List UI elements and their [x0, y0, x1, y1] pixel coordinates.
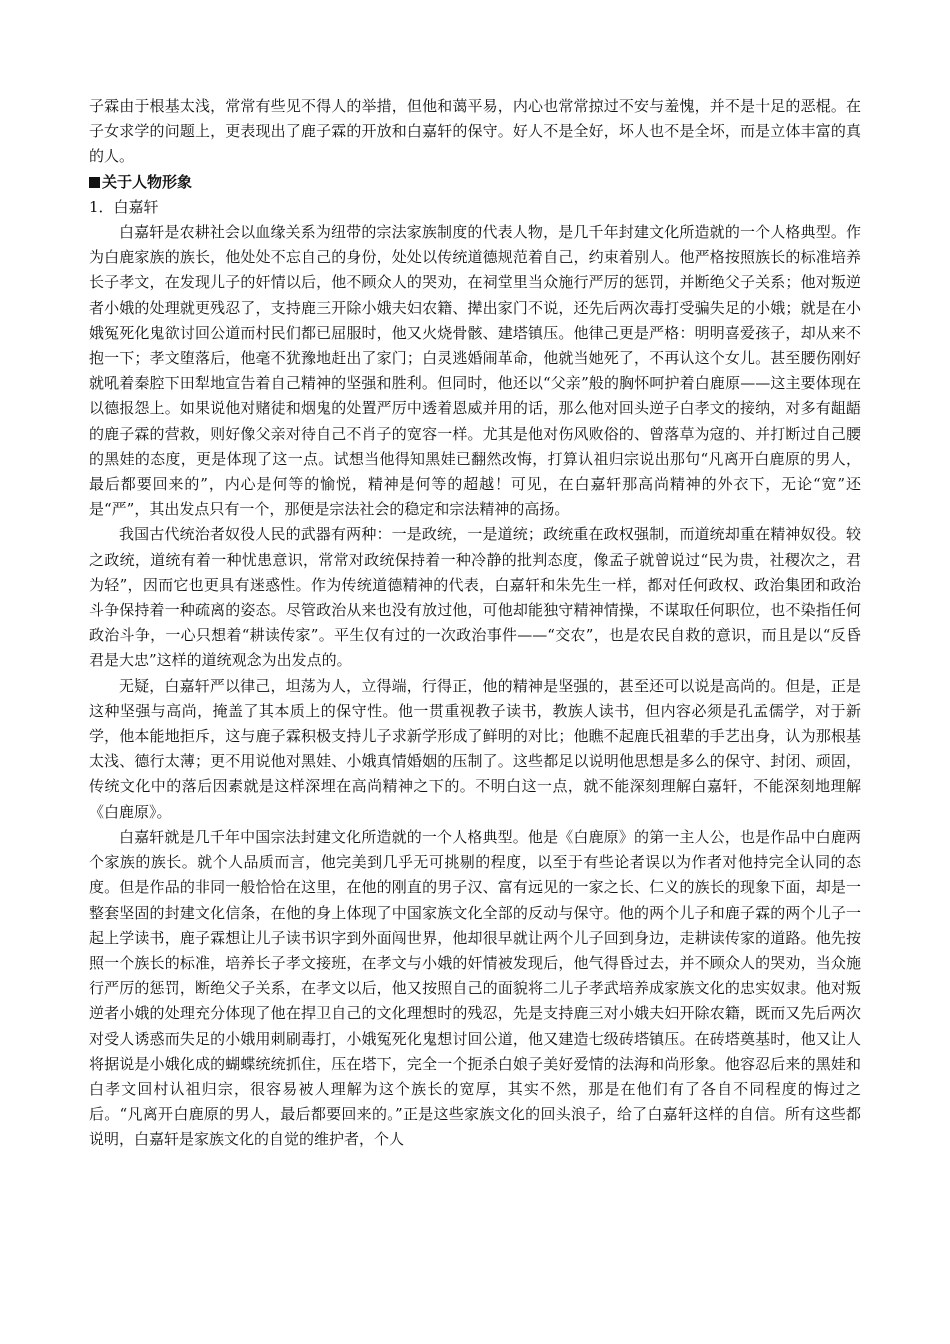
section-heading-text: 关于人物形象 — [102, 172, 193, 191]
body-paragraph: 我国古代统治者奴役人民的武器有两种：一是政统，一是道统；政统重在政权强制，而道统却重在精神奴役。较之政统，道统有着一种忧患意识，常常对政统保持着一种冷静的批判态度，像孟子就曾说过“民为贵，社稷次之，君为轻”，因而它也更具有迷惑性。作为传统道德精神的代表，白嘉轩和朱先生一样，都对任何政权、政治集团和政治斗争保持着一种疏离的姿态。尽管政治从来也没有放过他，可他却能独守精神情操，不谋取任何职位，也不染指任何政治斗争，一心只想着“耕读传家”。平生仅有过的一次政治事件——“交农”，也是农民自救的意识，而且是以“反昏君是大忠”这样的道统观念为出发点的。 — [89, 525, 861, 670]
document-page — [89, 94, 861, 1153]
section-heading — [89, 170, 861, 195]
square-bullet-icon — [89, 177, 100, 188]
sub-heading: 1．白嘉轩 — [89, 197, 159, 216]
intro-paragraph: 子霖由于根基太浅，常常有些见不得人的举措，但他和蔼平易，内心也常常掠过不安与羞愧，并不是十足的恶棍。在子女求学的问题上，更表现出了鹿子霖的开放和白嘉轩的保守。好人不是全好，坏人也不是全坏，而是立体丰富的真的人。 — [89, 97, 861, 166]
body-paragraph: 无疑，白嘉轩严以律己，坦荡为人，立得端，行得正，他的精神是坚强的，甚至还可以说是高尚的。但是，正是这种坚强与高尚，掩盖了其本质上的保守性。他一贯重视教子读书，教族人读书，但内容必须是孔孟儒学，对于新学，他本能地拒斥，这与鹿子霖积极支持儿子求新学形成了鲜明的对比；他瞧不起鹿氏祖辈的手艺出身，认为那根基太浅、德行太薄；更不用说他对黑娃、小娥真情婚姻的压制了。这些都足以说明他思想是多么的保守、封闭、顽固，传统文化中的落后因素就是这样深埋在高尚精神之下的。不明白这一点，就不能深刻理解白嘉轩，不能深刻地理解《白鹿原》。 — [89, 676, 861, 821]
body-paragraph: 白嘉轩就是几千年中国宗法封建文化所造就的一个人格典型。他是《白鹿原》的第一主人公，也是作品中白鹿两个家族的族长。就个人品质而言，他完美到几乎无可挑剔的程度，以至于有些论者误以为作者对他持完全认同的态度。但是作品的非同一般恰恰在这里，在他的刚直的男子汉、富有远见的一家之长、仁义的族长的现象下面，却是一整套坚固的封建文化信条，在他的身上体现了中国家族文化全部的反动与保守。他的两个儿子和鹿子霖的两个儿子一起上学读书，鹿子霖想让儿子读书识字到外面闯世界，他却很早就让两个儿子回到身边，走耕读传家的道路。他先按照一个族长的标准，培养长子孝文接班，在孝文与小娥的奸情被发现后，他气得昏过去，并不顾众人的哭劝，当众施行严厉的惩罚，断绝父子关系，在孝文以后，他又按照自己的面貌将二儿子孝武培养成家族文化的忠实奴隶。他对叛逆者小娥的处理充分体现了他在捍卫自己的文化理想时的残忍，先是支持鹿三对小娥夫妇开除农籍，既而又先后两次对受人诱惑而失足的小娥用刺刷毒打，小娥冤死化鬼想讨回公道，他又建造七级砖塔镇压。在砖塔奠基时，他又让人将据说是小娥化成的蝴蝶统统抓住，压在塔下，完全一个扼杀白娘子美好爱情的法海和尚形象。他容忍后来的黑娃和白孝文回村认祖归宗，很容易被人理解为这个族长的宽厚，其实不然，那是在他们有了各自不同程度的悔过之后。“凡离开白鹿原的男人，最后都要回来的。”正是这些家族文化的回头浪子，给了白嘉轩这样的自信。所有这些都说明，白嘉轩是家族文化的自觉的维护者，个人 — [89, 827, 861, 1149]
body-paragraph: 白嘉轩是农耕社会以血缘关系为纽带的宗法家族制度的代表人物，是几千年封建文化所造就的一个人格典型。作为白鹿家族的族长，他处处不忘自己的身份，处处以传统道德规范着自己，约束着别人。他严格按照族长的标准培养长子孝文，在发现儿子的奸情以后，他不顾众人的哭劝，在祠堂里当众施行严厉的惩罚，并断绝父子关系；他对叛逆者小娥的处理就更残忍了，支持鹿三开除小娥夫妇农籍、撵出家门不说，还先后两次毒打受骗失足的小娥；就是在小娥冤死化鬼欲讨回公道而村民们都已屈服时，他又火烧骨骸、建塔镇压。他律己更是严格：明明喜爱孩子，却从来不抱一下；孝文堕落后，他毫不犹豫地赶出了家门；白灵逃婚闹革命，他就当她死了，不再认这个女儿。甚至腰伤刚好就吼着秦腔下田犁地宣告着自己精神的坚强和胜利。但同时，他还以“父亲”般的胸怀呵护着白鹿原——这主要体现在以德报怨上。如果说他对赌徒和烟鬼的处置严厉中透着恩威并用的话，那么他对回头逆子白孝文的接纳，对多有龃龉的鹿子霖的营救，则好像父亲对待自己不肖子的宽容一样。尤其是他对伤风败俗的、曾落草为寇的、并打断过自己腰的黑娃的态度，更是体现了这一点。试想当他得知黑娃已翻然改悔，打算认祖归宗说出那句“凡离开白鹿原的男人，最后都要回来的”，内心是何等的愉悦，精神是何等的超越！可见，在白嘉轩那高尚精神的外衣下，无论“宽”还是“严”，其出发点只有一个，那便是宗法社会的稳定和宗法精神的高扬。 — [89, 223, 861, 519]
